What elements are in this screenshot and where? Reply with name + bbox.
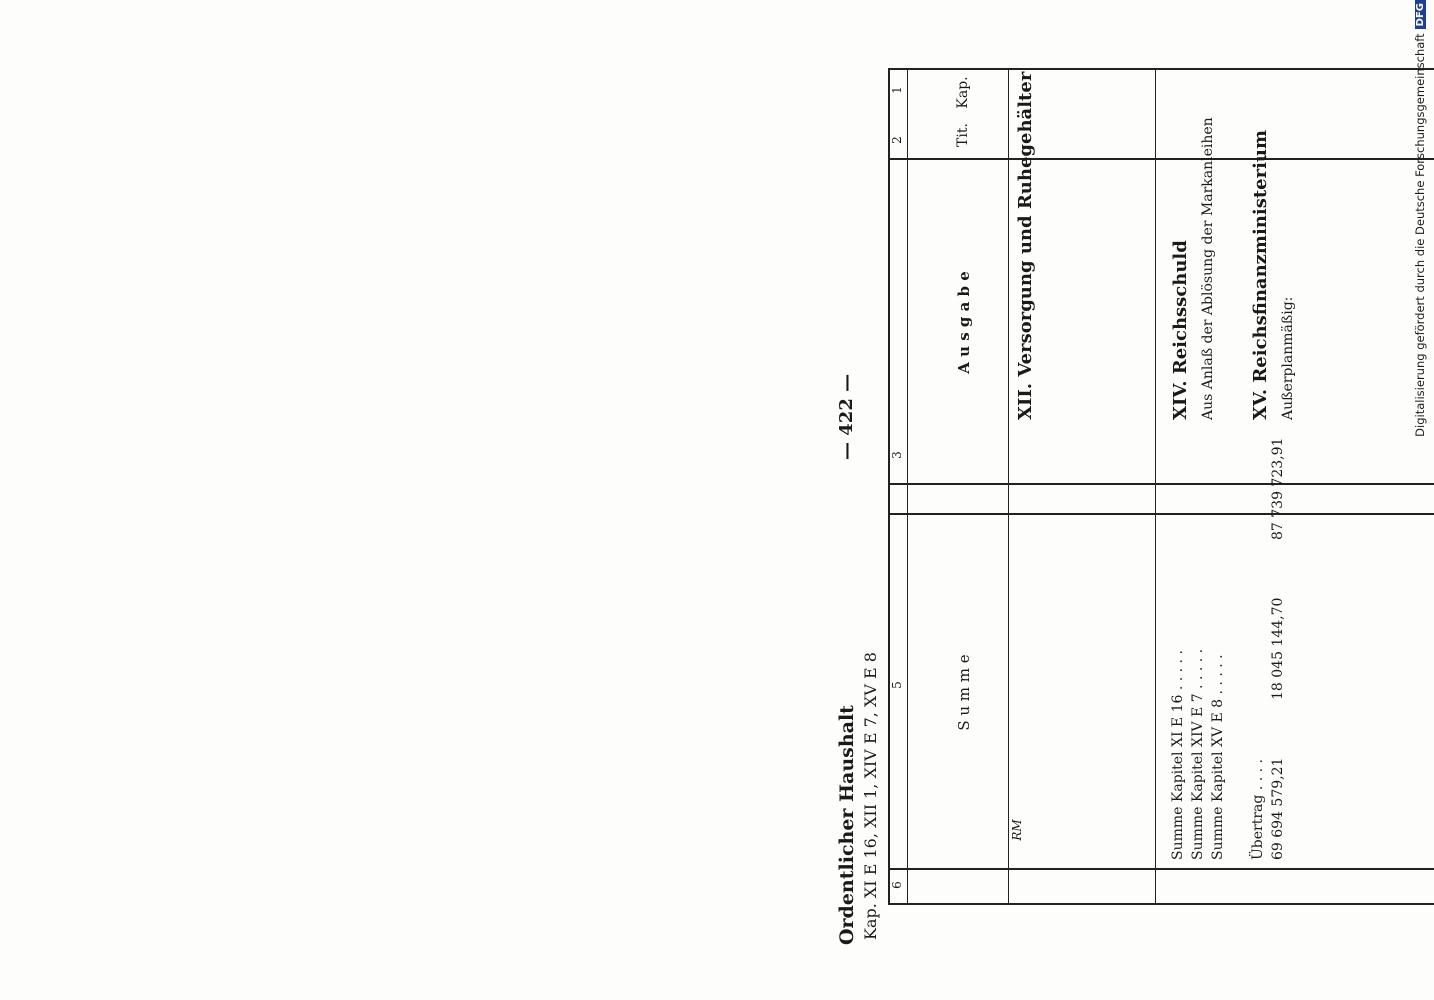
table-left-border	[888, 904, 1434, 906]
section-xv: XV. Reichsfinanzministerium	[1250, 129, 1271, 420]
col-number-6: 6	[890, 881, 904, 889]
page-subtitle: Kap. XI E 16, XII 1, XIV E 7, XV E 8	[861, 652, 880, 940]
col-number-5: 5	[890, 681, 904, 689]
section-xiv: XIV. Reichsschuld	[1170, 240, 1191, 420]
ausgabe-header: A u s g a b e	[955, 271, 973, 374]
table-top-border	[888, 70, 890, 905]
section-xv-sub: Außerplanmäßig:	[1280, 296, 1296, 420]
dfg-logo: DFG	[1415, 0, 1426, 29]
sidebar-text	[1409, 0, 1431, 990]
sidebar-label: Digitalisierung gefördert durch die Deutsche Forschungsgemeinschaft	[1413, 33, 1427, 437]
col-number-1: 1	[890, 86, 904, 94]
section-xii: XII. Versorgung und Ruhegehälter	[1015, 71, 1036, 420]
tit-header: Tit.	[955, 123, 971, 147]
unit-label: RM	[1010, 819, 1024, 841]
section-xiv-sub: Aus Anlaß der Ablösung der Markanleihen	[1200, 117, 1216, 420]
sidebar	[1405, 0, 1434, 1000]
row-uebertrag-c5: 18 045 144,70	[1270, 597, 1286, 700]
col-number-3: 3	[890, 451, 904, 459]
row-summe-xv: Summe Kapitel XV E 8 . . . . .	[1210, 654, 1226, 860]
kap-header: Kap.	[955, 76, 971, 109]
row-summe-xiv: Summe Kapitel XIV E 7 . . . . .	[1190, 648, 1206, 860]
col-number-2: 2	[890, 136, 904, 144]
page-title: Ordentlicher Haushalt	[836, 705, 858, 945]
page-number: — 422 —	[836, 373, 857, 460]
row-uebertrag: Übertrag . . . .	[1250, 759, 1266, 860]
header-divider	[1155, 70, 1156, 905]
row-uebertrag-c4: 69 694 579,21	[1270, 757, 1286, 860]
column-number-divider	[907, 70, 908, 905]
row-summe-xi: Summe Kapitel XI E 16 . . . . .	[1170, 650, 1186, 860]
header-divider	[1008, 70, 1009, 905]
row-uebertrag-c6: 87 739 723,91	[1270, 437, 1286, 540]
summe-header: S u m m e	[955, 654, 973, 731]
